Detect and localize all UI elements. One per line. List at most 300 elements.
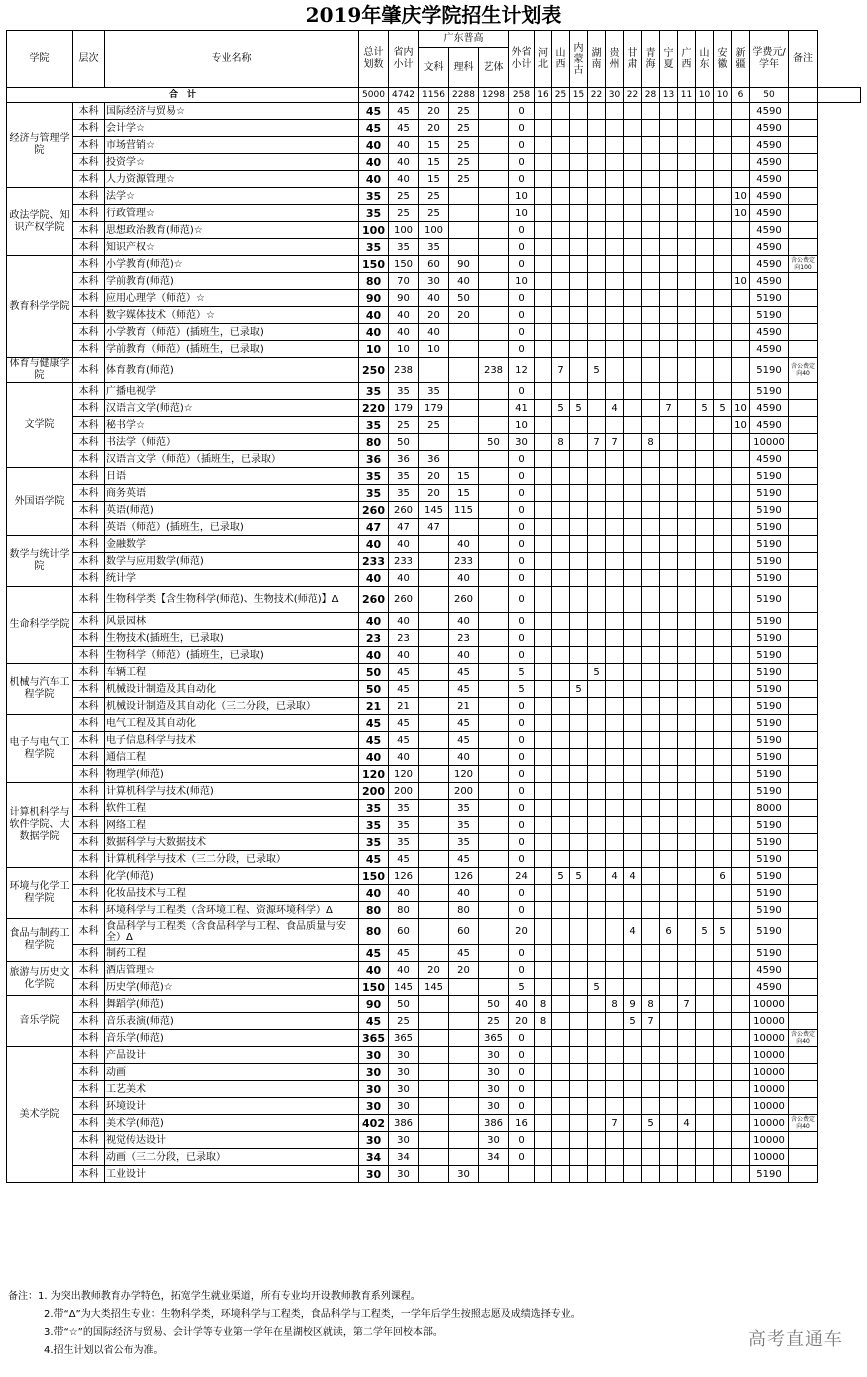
- table-row: [7, 749, 861, 766]
- note-line: 4.招生计划以省公布为准。: [44, 1345, 164, 1356]
- sum-cell: 5000: [359, 88, 389, 103]
- table-cell: [552, 1030, 570, 1047]
- table-cell: 7: [588, 434, 606, 451]
- table-cell: [535, 715, 552, 732]
- table-cell: 5: [588, 358, 606, 383]
- table-cell: [449, 383, 479, 400]
- remark-cell: [789, 553, 818, 570]
- major-cell: 车辆工程: [105, 664, 359, 681]
- table-row: [7, 766, 861, 783]
- table-cell: [552, 451, 570, 468]
- table-cell: 30: [419, 273, 449, 290]
- table-cell: [479, 979, 509, 996]
- table-cell: [588, 383, 606, 400]
- fee-cell: 5190: [750, 945, 789, 962]
- level-cell: 本科: [73, 732, 105, 749]
- major-cell: 广播电视学: [105, 383, 359, 400]
- table-cell: 238: [479, 358, 509, 383]
- table-cell: [588, 239, 606, 256]
- fee-cell: 4590: [750, 137, 789, 154]
- table-cell: [479, 273, 509, 290]
- table-cell: [570, 715, 588, 732]
- table-cell: [678, 154, 696, 171]
- table-cell: [535, 273, 552, 290]
- table-cell: [588, 1064, 606, 1081]
- table-cell: [552, 307, 570, 324]
- table-cell: [642, 664, 660, 681]
- table-cell: [696, 171, 714, 188]
- fee-cell: 5190: [750, 834, 789, 851]
- table-cell: [479, 919, 509, 945]
- table-cell: [419, 1013, 449, 1030]
- table-cell: [642, 715, 660, 732]
- total-cell: 35: [359, 800, 389, 817]
- total-cell: 50: [359, 664, 389, 681]
- table-cell: [696, 256, 714, 273]
- table-cell: 25: [449, 171, 479, 188]
- table-cell: [535, 103, 552, 120]
- table-cell: [606, 256, 624, 273]
- remark-cell: [789, 979, 818, 996]
- table-cell: [535, 485, 552, 502]
- table-cell: [642, 647, 660, 664]
- table-cell: [588, 1115, 606, 1132]
- table-cell: [678, 587, 696, 613]
- table-cell: [606, 945, 624, 962]
- table-cell: [678, 766, 696, 783]
- major-cell: 物理学(师范): [105, 766, 359, 783]
- table-cell: 40: [389, 137, 419, 154]
- major-cell: 生物技术(插班生，已录取): [105, 630, 359, 647]
- table-cell: [624, 341, 642, 358]
- table-cell: 15: [419, 137, 449, 154]
- table-cell: 20: [419, 103, 449, 120]
- table-cell: [732, 1030, 750, 1047]
- table-cell: [696, 417, 714, 434]
- level-cell: 本科: [73, 613, 105, 630]
- table-cell: 45: [449, 681, 479, 698]
- table-cell: 23: [449, 630, 479, 647]
- table-cell: 6: [660, 919, 678, 945]
- table-cell: [606, 681, 624, 698]
- table-cell: [606, 417, 624, 434]
- total-cell: 80: [359, 902, 389, 919]
- fee-cell: 5190: [750, 868, 789, 885]
- table-cell: [570, 749, 588, 766]
- table-cell: [552, 1149, 570, 1166]
- table-cell: [696, 222, 714, 239]
- table-cell: [678, 664, 696, 681]
- table-cell: [714, 341, 732, 358]
- table-cell: [535, 205, 552, 222]
- table-cell: [624, 468, 642, 485]
- total-cell: 150: [359, 868, 389, 885]
- table-cell: [588, 154, 606, 171]
- level-cell: 本科: [73, 273, 105, 290]
- table-cell: 40: [419, 290, 449, 307]
- table-cell: [552, 383, 570, 400]
- table-cell: [714, 681, 732, 698]
- table-cell: [535, 120, 552, 137]
- table-cell: [535, 324, 552, 341]
- table-cell: 25: [479, 1013, 509, 1030]
- table-cell: [696, 383, 714, 400]
- table-cell: [660, 307, 678, 324]
- fee-cell: 5190: [750, 1166, 789, 1183]
- remark-cell: [789, 919, 818, 945]
- table-cell: [535, 630, 552, 647]
- header-wenke: 文科: [419, 48, 449, 88]
- table-cell: [642, 681, 660, 698]
- table-cell: [588, 120, 606, 137]
- table-cell: [732, 383, 750, 400]
- table-cell: [570, 307, 588, 324]
- table-cell: [732, 502, 750, 519]
- table-cell: [570, 783, 588, 800]
- table-cell: 5: [696, 919, 714, 945]
- table-cell: [642, 979, 660, 996]
- table-cell: 0: [509, 1149, 535, 1166]
- total-cell: 260: [359, 502, 389, 519]
- table-cell: [624, 256, 642, 273]
- table-cell: 70: [389, 273, 419, 290]
- table-cell: [449, 979, 479, 996]
- remark-cell: [789, 468, 818, 485]
- table-cell: 60: [449, 919, 479, 945]
- table-cell: [624, 171, 642, 188]
- level-cell: 本科: [73, 715, 105, 732]
- table-cell: [588, 996, 606, 1013]
- level-cell: 本科: [73, 996, 105, 1013]
- table-cell: [552, 468, 570, 485]
- table-cell: [696, 1013, 714, 1030]
- header-gd-group: 广东普高: [419, 31, 509, 48]
- table-cell: [606, 120, 624, 137]
- table-row: [7, 570, 861, 587]
- table-row: [7, 222, 861, 239]
- table-cell: [624, 817, 642, 834]
- table-cell: [624, 681, 642, 698]
- table-cell: [606, 613, 624, 630]
- table-row: [7, 1115, 861, 1132]
- table-cell: [660, 715, 678, 732]
- table-cell: [660, 698, 678, 715]
- table-cell: 40: [389, 647, 419, 664]
- table-cell: [535, 766, 552, 783]
- table-cell: [570, 1132, 588, 1149]
- table-cell: [588, 553, 606, 570]
- table-cell: [660, 851, 678, 868]
- level-cell: 本科: [73, 1098, 105, 1115]
- major-cell: 知识产权☆: [105, 239, 359, 256]
- table-cell: [479, 103, 509, 120]
- table-cell: [588, 1098, 606, 1115]
- remark-cell: [789, 485, 818, 502]
- total-cell: 45: [359, 1013, 389, 1030]
- table-cell: [696, 434, 714, 451]
- fee-cell: 4590: [750, 273, 789, 290]
- table-cell: [642, 766, 660, 783]
- table-cell: 238: [389, 358, 419, 383]
- table-cell: 200: [389, 783, 419, 800]
- fee-cell: 5190: [750, 468, 789, 485]
- table-cell: [732, 468, 750, 485]
- total-cell: 40: [359, 570, 389, 587]
- sum-cell: 28: [642, 88, 660, 103]
- table-cell: [570, 1047, 588, 1064]
- table-cell: [606, 962, 624, 979]
- table-cell: 8: [642, 434, 660, 451]
- header-province: 山西: [552, 31, 570, 88]
- table-cell: [678, 919, 696, 945]
- table-cell: [588, 1013, 606, 1030]
- table-cell: [552, 1047, 570, 1064]
- table-cell: [714, 647, 732, 664]
- table-cell: 0: [509, 307, 535, 324]
- table-cell: [606, 239, 624, 256]
- fee-cell: 5190: [750, 681, 789, 698]
- table-cell: [714, 996, 732, 1013]
- table-cell: [660, 502, 678, 519]
- table-cell: [714, 1013, 732, 1030]
- table-cell: [732, 945, 750, 962]
- table-row: [7, 358, 861, 383]
- table-cell: [696, 341, 714, 358]
- total-cell: 35: [359, 485, 389, 502]
- table-cell: [449, 400, 479, 417]
- table-cell: [732, 1047, 750, 1064]
- table-cell: [624, 290, 642, 307]
- table-cell: [642, 1064, 660, 1081]
- table-cell: [642, 1098, 660, 1115]
- table-cell: [535, 945, 552, 962]
- table-cell: [696, 902, 714, 919]
- table-cell: [552, 698, 570, 715]
- fee-cell: 5190: [750, 732, 789, 749]
- table-cell: [624, 383, 642, 400]
- table-cell: 20: [419, 962, 449, 979]
- table-cell: [535, 698, 552, 715]
- note-line: 2.带“Δ”为大类招生专业：生物科学类，环境科学与工程类，食品科学与工程类，一学年后学生按照志愿及成绩选择专业。: [44, 1309, 581, 1320]
- table-cell: [479, 485, 509, 502]
- remark-cell: [789, 1064, 818, 1081]
- table-cell: [678, 681, 696, 698]
- major-cell: 学前教育（师范）(插班生，已录取): [105, 341, 359, 358]
- table-cell: [479, 800, 509, 817]
- table-cell: [624, 945, 642, 962]
- table-cell: [660, 1132, 678, 1149]
- table-cell: 0: [509, 817, 535, 834]
- table-cell: [552, 519, 570, 536]
- table-cell: [552, 290, 570, 307]
- major-cell: 数据科学与大数据技术: [105, 834, 359, 851]
- notes-section: [8, 1288, 858, 1360]
- remark-cell: [789, 273, 818, 290]
- header-fee: 学费元/学年: [750, 31, 789, 88]
- table-cell: [714, 1047, 732, 1064]
- table-cell: [696, 698, 714, 715]
- table-cell: [449, 1047, 479, 1064]
- major-cell: 工艺美术: [105, 1081, 359, 1098]
- table-cell: [479, 239, 509, 256]
- total-cell: 40: [359, 536, 389, 553]
- table-cell: [696, 1132, 714, 1149]
- table-cell: [678, 1166, 696, 1183]
- table-cell: [624, 1166, 642, 1183]
- table-cell: 90: [449, 256, 479, 273]
- table-cell: 40: [389, 885, 419, 902]
- header-province: 内蒙古: [570, 31, 588, 88]
- table-cell: [535, 664, 552, 681]
- fee-cell: 5190: [750, 783, 789, 800]
- table-cell: 36: [389, 451, 419, 468]
- level-cell: 本科: [73, 1132, 105, 1149]
- table-cell: [624, 1115, 642, 1132]
- table-cell: [624, 273, 642, 290]
- table-cell: [624, 553, 642, 570]
- table-cell: [642, 519, 660, 536]
- table-cell: [660, 451, 678, 468]
- level-cell: 本科: [73, 502, 105, 519]
- total-cell: 150: [359, 256, 389, 273]
- fee-cell: 5190: [750, 715, 789, 732]
- table-cell: 34: [389, 1149, 419, 1166]
- remark-cell: [789, 1132, 818, 1149]
- fee-cell: 4590: [750, 341, 789, 358]
- table-cell: [419, 732, 449, 749]
- table-cell: [732, 698, 750, 715]
- header-province: 甘肃: [624, 31, 642, 88]
- major-cell: 思想政治教育(师范)☆: [105, 222, 359, 239]
- table-cell: [479, 256, 509, 273]
- table-cell: [570, 502, 588, 519]
- remark-cell: 含公费定向40: [789, 1030, 818, 1047]
- table-cell: [696, 570, 714, 587]
- table-cell: [732, 715, 750, 732]
- table-cell: 20: [419, 468, 449, 485]
- table-cell: [714, 307, 732, 324]
- table-cell: 0: [509, 341, 535, 358]
- major-cell: 机械设计制造及其自动化（三二分段，已录取）: [105, 698, 359, 715]
- table-cell: [552, 553, 570, 570]
- table-cell: [660, 1047, 678, 1064]
- table-cell: [449, 188, 479, 205]
- college-cell: 教育科学学院: [7, 256, 73, 358]
- table-cell: [732, 783, 750, 800]
- table-row: [7, 103, 861, 120]
- table-cell: [696, 451, 714, 468]
- sum-cell: 11: [678, 88, 696, 103]
- table-cell: [660, 630, 678, 647]
- table-cell: 5: [696, 400, 714, 417]
- major-cell: 金融数学: [105, 536, 359, 553]
- table-row: [7, 715, 861, 732]
- total-cell: 45: [359, 715, 389, 732]
- fee-cell: 5190: [750, 587, 789, 613]
- level-cell: 本科: [73, 451, 105, 468]
- sum-cell: 258: [509, 88, 535, 103]
- header-total: 总计划数: [359, 31, 389, 88]
- table-cell: [419, 749, 449, 766]
- table-cell: [642, 239, 660, 256]
- table-cell: [552, 715, 570, 732]
- table-cell: 150: [389, 256, 419, 273]
- table-cell: [696, 519, 714, 536]
- table-cell: 5: [509, 664, 535, 681]
- table-row: [7, 664, 861, 681]
- table-cell: [419, 630, 449, 647]
- major-cell: 通信工程: [105, 749, 359, 766]
- table-cell: 45: [449, 851, 479, 868]
- table-cell: [535, 468, 552, 485]
- level-cell: 本科: [73, 154, 105, 171]
- table-cell: 0: [509, 1081, 535, 1098]
- table-cell: 60: [419, 256, 449, 273]
- remark-cell: [789, 902, 818, 919]
- table-row: [7, 256, 861, 273]
- table-cell: [479, 885, 509, 902]
- level-cell: 本科: [73, 1081, 105, 1098]
- table-cell: [660, 154, 678, 171]
- table-cell: 40: [449, 570, 479, 587]
- fee-cell: 5190: [750, 885, 789, 902]
- table-cell: [588, 137, 606, 154]
- table-cell: [588, 188, 606, 205]
- sum-cell: 22: [588, 88, 606, 103]
- table-cell: [732, 902, 750, 919]
- table-cell: 35: [419, 239, 449, 256]
- table-cell: [570, 698, 588, 715]
- table-cell: [714, 188, 732, 205]
- table-cell: [570, 1030, 588, 1047]
- table-cell: [588, 766, 606, 783]
- table-cell: [642, 1166, 660, 1183]
- table-cell: [479, 962, 509, 979]
- table-cell: 7: [660, 400, 678, 417]
- table-cell: [624, 902, 642, 919]
- table-cell: [642, 502, 660, 519]
- table-cell: 45: [389, 715, 419, 732]
- fee-cell: 4590: [750, 239, 789, 256]
- table-cell: [419, 715, 449, 732]
- table-cell: [570, 383, 588, 400]
- header-in-province: 省内小计: [389, 31, 419, 88]
- table-cell: [624, 519, 642, 536]
- table-cell: [570, 1064, 588, 1081]
- table-cell: [696, 205, 714, 222]
- level-cell: 本科: [73, 664, 105, 681]
- table-cell: [732, 307, 750, 324]
- table-cell: [570, 647, 588, 664]
- table-cell: [588, 502, 606, 519]
- table-cell: 145: [419, 502, 449, 519]
- header-college: 学院: [7, 31, 73, 88]
- table-cell: [588, 205, 606, 222]
- remark-cell: [789, 715, 818, 732]
- remark-cell: [789, 945, 818, 962]
- table-cell: [678, 417, 696, 434]
- table-cell: [660, 358, 678, 383]
- table-cell: [552, 962, 570, 979]
- fee-cell: 5190: [750, 698, 789, 715]
- college-cell: 文学院: [7, 383, 73, 468]
- remark-cell: [789, 171, 818, 188]
- table-cell: [479, 188, 509, 205]
- remark-cell: [789, 1013, 818, 1030]
- table-cell: [606, 698, 624, 715]
- table-cell: [678, 817, 696, 834]
- table-cell: [732, 222, 750, 239]
